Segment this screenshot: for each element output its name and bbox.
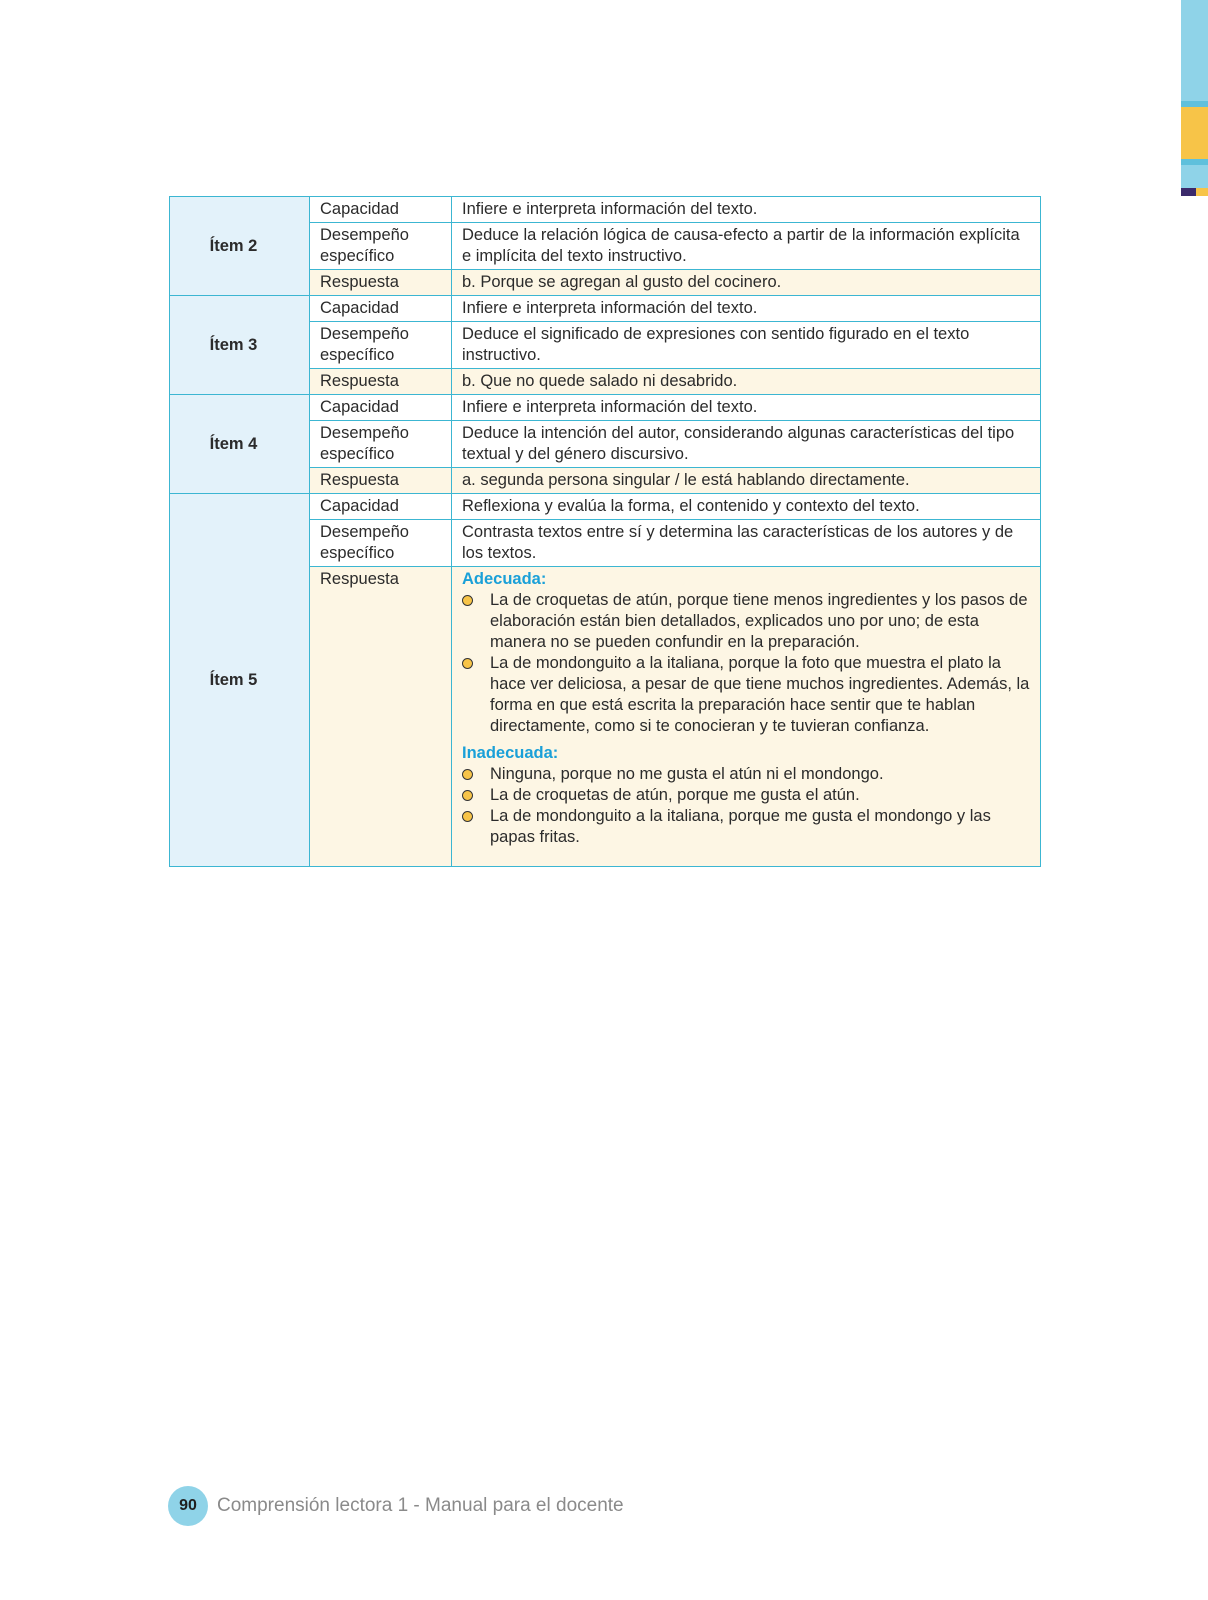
- list-item: La de croquetas de atún, porque me gusta el atún.: [462, 785, 1030, 806]
- list-item: La de mondonguito a la italiana, porque la foto que muestra el plato la hace ver deliciosa, a pesar de que tiene muchos ingredientes. Además, la forma en que está escrita la preparación hace sentir que te hablan directamente, como si te conocieran y te tuvieran confianza.: [462, 653, 1030, 737]
- capacidad-label: Capacidad: [310, 395, 452, 421]
- table-row: [170, 197, 1041, 223]
- footer-title: Comprensión lectora 1 - Manual para el docente: [217, 1495, 624, 1516]
- item-label: Ítem 4: [209, 434, 258, 453]
- respuesta-value: b. Porque se agregan al gusto del cocinero.: [452, 270, 1041, 296]
- table-row: [170, 395, 1041, 421]
- respuesta-value: [452, 567, 1041, 867]
- respuesta-value: b. Que no quede salado ni desabrido.: [452, 369, 1041, 395]
- list-item: Ninguna, porque no me gusta el atún ni el mondongo.: [462, 764, 1030, 785]
- list-item: La de mondonguito a la italiana, porque me gusta el mondongo y las papas fritas.: [462, 806, 1030, 848]
- item-label: Ítem 5: [209, 670, 258, 689]
- evaluation-table: [169, 196, 1041, 867]
- page-number: 90: [179, 1497, 197, 1514]
- respuesta-label: Respuesta: [310, 567, 452, 867]
- table-row: [170, 296, 1041, 322]
- list-item: La de croquetas de atún, porque tiene menos ingredientes y los pasos de elaboración están bien detallados, explicados uno por uno; de esta manera no se pueden confundir en la preparación.: [462, 590, 1030, 653]
- item-label-cell: [170, 494, 310, 867]
- capacidad-value: Infiere e interpreta información del texto.: [452, 395, 1041, 421]
- edge-tab-yellow: [1181, 107, 1208, 159]
- item-label-cell: [170, 197, 310, 296]
- page-number-badge: [168, 1486, 208, 1526]
- desempeno-value: Deduce el significado de expresiones con sentido figurado en el texto instructivo.: [452, 322, 1041, 369]
- respuesta-label: Respuesta: [310, 369, 452, 395]
- desempeno-label: Desempeño específico: [310, 520, 452, 567]
- respuesta-label: Respuesta: [310, 270, 452, 296]
- capacidad-value: Infiere e interpreta información del texto.: [452, 296, 1041, 322]
- inadecuada-heading: Inadecuada:: [462, 744, 559, 762]
- item-label-cell: [170, 296, 310, 395]
- edge-tab-yellow-small: [1196, 188, 1208, 196]
- adecuada-heading: Adecuada:: [462, 570, 547, 588]
- edge-tab-purple: [1181, 188, 1196, 196]
- desempeno-label: Desempeño específico: [310, 223, 452, 270]
- adecuada-list: [462, 590, 1030, 737]
- capacidad-label: Capacidad: [310, 197, 452, 223]
- desempeno-value: Deduce la relación lógica de causa-efecto a partir de la información explícita e implícita del texto instructivo.: [452, 223, 1041, 270]
- item-label: Ítem 2: [209, 236, 258, 255]
- desempeno-value: Deduce la intención del autor, considerando algunas características del tipo textual y del género discursivo.: [452, 421, 1041, 468]
- edge-tab-blue-bottom: [1181, 165, 1208, 188]
- item-label-cell: [170, 395, 310, 494]
- desempeno-value: Contrasta textos entre sí y determina las características de los autores y de los textos.: [452, 520, 1041, 567]
- capacidad-label: Capacidad: [310, 296, 452, 322]
- desempeno-label: Desempeño específico: [310, 322, 452, 369]
- capacidad-value: Infiere e interpreta información del texto.: [452, 197, 1041, 223]
- capacidad-value: Reflexiona y evalúa la forma, el contenido y contexto del texto.: [452, 494, 1041, 520]
- desempeno-label: Desempeño específico: [310, 421, 452, 468]
- respuesta-value: a. segunda persona singular / le está hablando directamente.: [452, 468, 1041, 494]
- capacidad-label: Capacidad: [310, 494, 452, 520]
- edge-tab-blue-top: [1181, 0, 1208, 101]
- item-label: Ítem 3: [209, 335, 258, 354]
- respuesta-label: Respuesta: [310, 468, 452, 494]
- inadecuada-list: [462, 764, 1030, 848]
- table-row: [170, 494, 1041, 520]
